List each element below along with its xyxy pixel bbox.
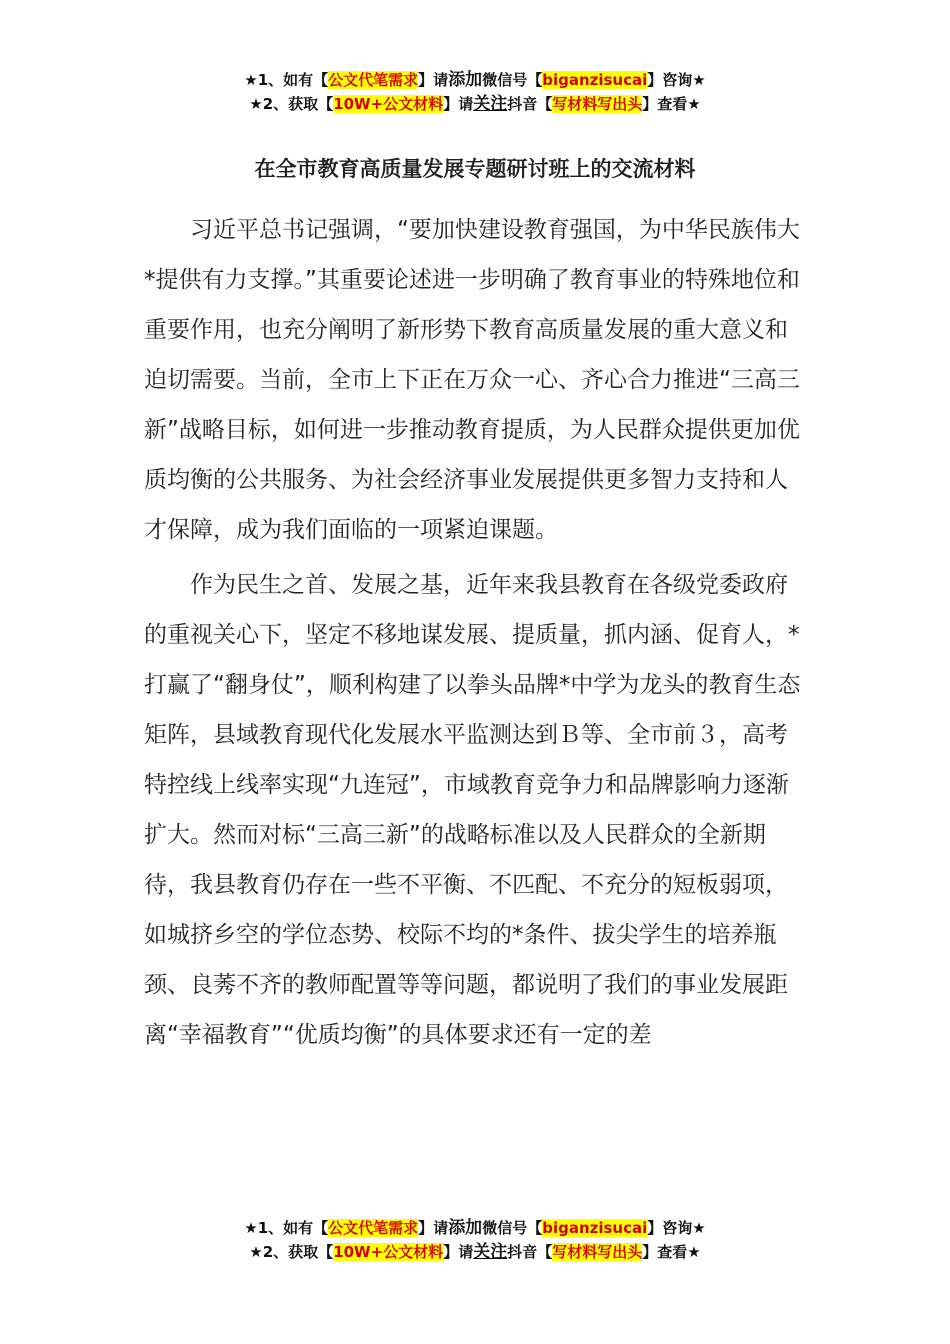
document-title: 在全市教育高质量发展专题研讨班上的交流材料 <box>254 157 696 181</box>
ad-text: 微信号【 <box>482 1219 543 1237</box>
ad-text: 】查看★ <box>642 95 701 113</box>
ad-text: 】请 <box>418 1219 449 1237</box>
header-ad-banner <box>0 68 950 116</box>
footer-ad-line-2 <box>0 1240 950 1264</box>
ad-emphasis: 添加 <box>448 1218 483 1238</box>
ad-highlight-wechat-id: biganzisucai <box>542 71 648 89</box>
ad-emphasis: 关注 <box>473 1242 508 1262</box>
ad-emphasis: 关注 <box>473 94 508 114</box>
document-body <box>144 205 804 1065</box>
ad-highlight-wechat-id: biganzisucai <box>542 1219 648 1237</box>
body-paragraph-2: 作为民生之首、发展之基，近年来我县教育在各级党委政府的重视关心下，坚定不移地谋发展、提质量，抓内涵、促育人，*打赢了“翻身仗”，顺利构建了以拳头品牌*中学为龙头的教育生态矩阵，县域教育现代化发展水平监测达到Ｂ等、全市前３，高考特控线上线率实现“九连冠”，市域教育竞争力和品牌影响力逐渐扩大。然而对标“三高三新”的战略标准以及人民群众的全新期待，我县教育仍存在一些不平衡、不匹配、不充分的短板弱项，如城挤乡空的学位态势、校际不均的*条件、拔尖学生的培养瓶颈、良莠不齐的教师配置等等问题，都说明了我们的事业发展距离“幸福教育”“优质均衡”的具体要求还有一定的差 <box>144 572 801 1048</box>
ad-text: 】请 <box>443 1243 474 1261</box>
ad-text: 微信号【 <box>482 71 543 89</box>
ad-text: 】请 <box>418 71 449 89</box>
footer-ad-banner <box>0 1216 950 1264</box>
ad-text: 】查看★ <box>642 1243 701 1261</box>
ad-text: 】咨询★ <box>647 71 706 89</box>
ad-highlight-douyin-account: 写材料写出头 <box>552 1243 643 1261</box>
body-paragraph-1: 习近平总书记强调，“要加快建设教育强国，为中华民族伟大*提供有力支撑。”其重要论述进一步明确了教育事业的特殊地位和重要作用，也充分阐明了新形势下教育高质量发展的重大意义和迫切需要。当前，全市上下正在万众一心、齐心合力推进“三高三新”战略目标，如何进一步推动教育提质，为人民群众提供更加优质均衡的公共服务、为社会经济事业发展提供更多智力支持和人才保障，成为我们面临的一项紧迫课题。 <box>144 217 800 543</box>
ad-text: ★1、如有【 <box>244 71 329 89</box>
ad-text: ★1、如有【 <box>244 1219 329 1237</box>
ad-highlight-materials: 10W+公文材料 <box>333 1243 444 1261</box>
ad-emphasis: 添加 <box>448 70 483 90</box>
ad-text: 抖音【 <box>507 1243 553 1261</box>
ad-highlight-service: 公文代笔需求 <box>328 1219 419 1237</box>
header-ad-line-1 <box>0 68 950 92</box>
ad-text: 】咨询★ <box>647 1219 706 1237</box>
ad-highlight-materials: 10W+公文材料 <box>333 95 444 113</box>
footer-ad-line-1 <box>0 1216 950 1240</box>
ad-text: ★2、获取【 <box>249 1243 334 1261</box>
ad-highlight-douyin-account: 写材料写出头 <box>552 95 643 113</box>
header-ad-line-2 <box>0 92 950 116</box>
ad-text: 抖音【 <box>507 95 553 113</box>
ad-highlight-service: 公文代笔需求 <box>328 71 419 89</box>
ad-text: 】请 <box>443 95 474 113</box>
ad-text: ★2、获取【 <box>249 95 334 113</box>
